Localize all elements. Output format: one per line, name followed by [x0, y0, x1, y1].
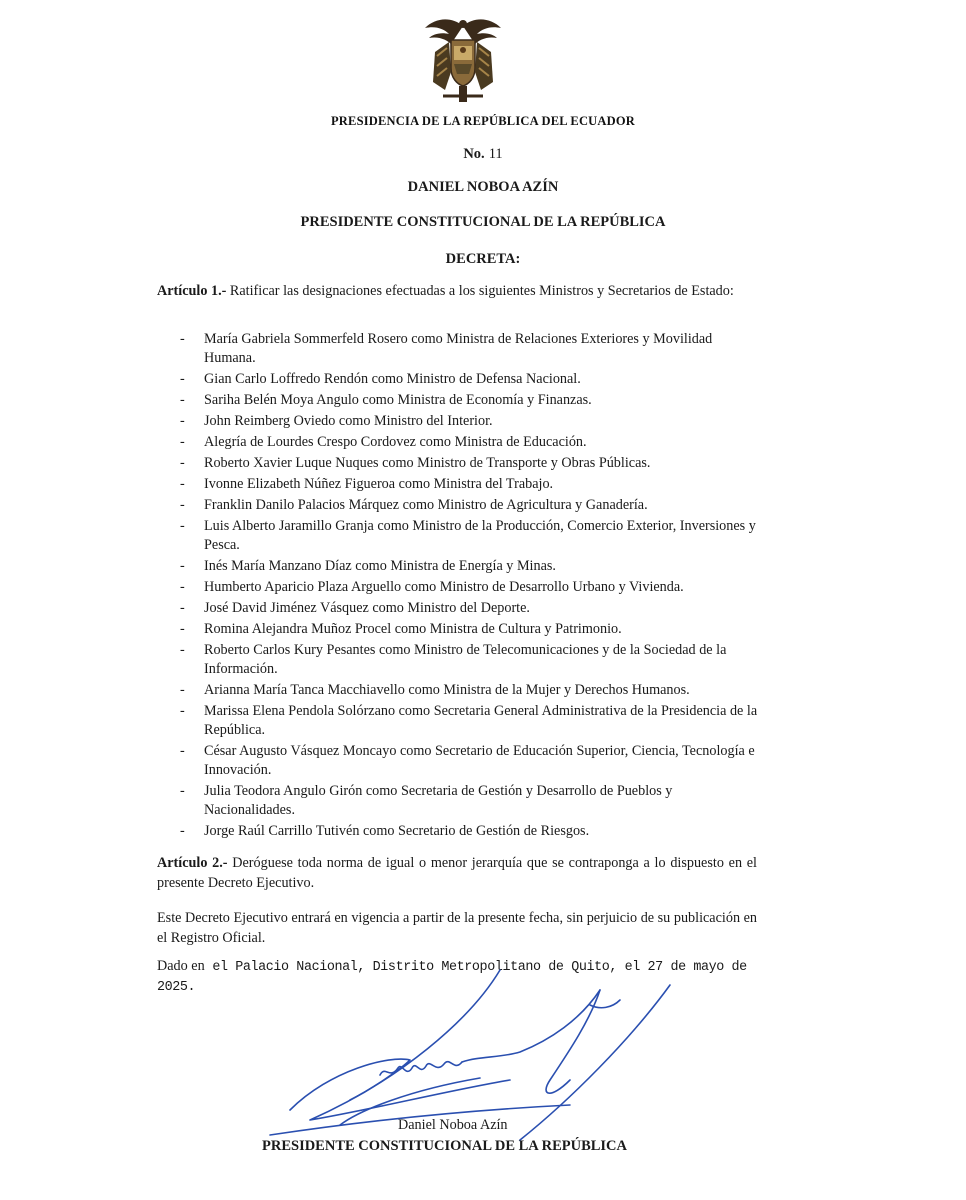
appointee-text: Inés María Manzano Díaz como Ministra de Energía y Minas. [204, 558, 556, 574]
appointee-text: Franklin Danilo Palacios Márquez como Ministro de Agricultura y Ganadería. [204, 497, 648, 513]
appointee-item [180, 454, 760, 473]
handwritten-signature [250, 960, 770, 1160]
appointee-item [180, 782, 760, 820]
appointee-text: María Gabriela Sommerfeld Rosero como Ministra de Relaciones Exteriores y Movilidad Humana. [204, 331, 713, 366]
appointee-text: César Augusto Vásquez Moncayo como Secretario de Educación Superior, Ciencia, Tecnología e Innovación. [204, 743, 755, 778]
appointee-text: Julia Teodora Angulo Girón como Secretaria de Gestión y Desarrollo de Pueblos y Nacionalidades. [204, 783, 673, 818]
list-dash: - [180, 392, 185, 408]
article-1-label: Artículo 1.- [157, 283, 227, 299]
list-dash: - [180, 703, 185, 719]
appointee-text: Gian Carlo Loffredo Rendón como Ministro de Defensa Nacional. [204, 371, 581, 387]
appointee-text: Humberto Aparicio Plaza Arguello como Ministro de Desarrollo Urbano y Vivienda. [204, 579, 684, 595]
appointee-item [180, 557, 760, 576]
appointee-item [180, 496, 760, 515]
list-dash: - [180, 642, 185, 658]
vigencia-paragraph: Este Decreto Ejecutivo entrará en vigencia a partir de la presente fecha, sin perjuicio de su publicación en el Registro Oficial. [157, 910, 757, 946]
dado-place-date: el Palacio Nacional, Distrito Metropolitano de Quito, el 27 de mayo de 2025. [157, 960, 747, 995]
appointee-text: José David Jiménez Vásquez como Ministro del Deporte. [204, 600, 530, 616]
article-1-text: Ratificar las designaciones efectuadas a los siguientes Ministros y Secretarios de Estado: [229, 283, 734, 299]
president-title: PRESIDENTE CONSTITUCIONAL DE LA REPÚBLICA [300, 214, 666, 230]
list-dash: - [180, 823, 185, 839]
appointee-item [180, 742, 760, 780]
president-name: DANIEL NOBOA AZÍN [407, 179, 559, 195]
decree-number: 11 [488, 146, 503, 162]
list-dash: - [180, 434, 185, 450]
appointee-item [180, 620, 760, 639]
appointee-list [180, 330, 760, 843]
list-dash: - [180, 476, 185, 492]
dado-lead: Dado en [157, 958, 205, 974]
appointee-text: Arianna María Tanca Macchiavello como Ministra de la Mujer y Derechos Humanos. [204, 682, 690, 698]
article-1-intro [157, 281, 757, 301]
article-2-label: Artículo 2.- [157, 855, 228, 871]
appointee-item [180, 412, 760, 431]
appointee-item [180, 599, 760, 618]
coat-of-arms-icon [421, 12, 505, 106]
list-dash: - [180, 579, 185, 595]
institution-name: PRESIDENCIA DE LA REPÚBLICA DEL ECUADOR [330, 114, 636, 128]
appointee-item [180, 391, 760, 410]
article-2 [157, 853, 757, 893]
list-dash: - [180, 743, 185, 759]
decreta-heading: DECRETA: [445, 251, 521, 267]
appointee-item [180, 370, 760, 389]
appointee-item [180, 517, 760, 555]
appointee-item [180, 475, 760, 494]
list-dash: - [180, 600, 185, 616]
decree-number-line [0, 146, 966, 163]
article-2-text: Deróguese toda norma de igual o menor jerarquía que se contraponga a lo dispuesto en el presente Decreto Ejecutivo. [157, 855, 757, 891]
list-dash: - [180, 518, 185, 534]
list-dash: - [180, 621, 185, 637]
signer-title: PRESIDENTE CONSTITUCIONAL DE LA REPÚBLICA [262, 1138, 627, 1154]
list-dash: - [180, 455, 185, 471]
appointee-text: Jorge Raúl Carrillo Tutivén como Secretario de Gestión de Riesgos. [204, 823, 590, 839]
list-dash: - [180, 682, 185, 698]
list-dash: - [180, 413, 185, 429]
list-dash: - [180, 331, 185, 347]
appointee-text: Ivonne Elizabeth Núñez Figueroa como Ministra del Trabajo. [204, 476, 554, 492]
appointee-item [180, 330, 760, 368]
appointee-text: Romina Alejandra Muñoz Procel como Ministra de Cultura y Patrimonio. [204, 621, 622, 637]
appointee-item [180, 578, 760, 597]
appointee-item [180, 822, 760, 841]
list-dash: - [180, 783, 185, 799]
decree-number-label: No. [463, 146, 485, 162]
appointee-item [180, 433, 760, 452]
appointee-item [180, 702, 760, 740]
list-dash: - [180, 558, 185, 574]
signer-name: Daniel Noboa Azín [398, 1117, 508, 1133]
appointee-text: John Reimberg Oviedo como Ministro del Interior. [204, 413, 493, 429]
institution-header [0, 112, 966, 130]
appointee-item [180, 641, 760, 679]
list-dash: - [180, 497, 185, 513]
appointee-text: Marissa Elena Pendola Solórzano como Secretaria General Administrativa de la Presidencia de la República. [204, 703, 758, 738]
appointee-text: Roberto Carlos Kury Pesantes como Ministro de Telecomunicaciones y de la Sociedad de la Información. [204, 642, 727, 677]
list-dash: - [180, 371, 185, 387]
appointee-text: Roberto Xavier Luque Nuques como Ministro de Transporte y Obras Públicas. [204, 455, 651, 471]
appointee-text: Luis Alberto Jaramillo Granja como Ministro de la Producción, Comercio Exterior, Inversiones y Pesca. [204, 518, 756, 553]
appointee-text: Alegría de Lourdes Crespo Cordovez como Ministra de Educación. [204, 434, 587, 450]
appointee-item [180, 681, 760, 700]
appointee-text: Sariha Belén Moya Angulo como Ministra de Economía y Finanzas. [204, 392, 592, 408]
